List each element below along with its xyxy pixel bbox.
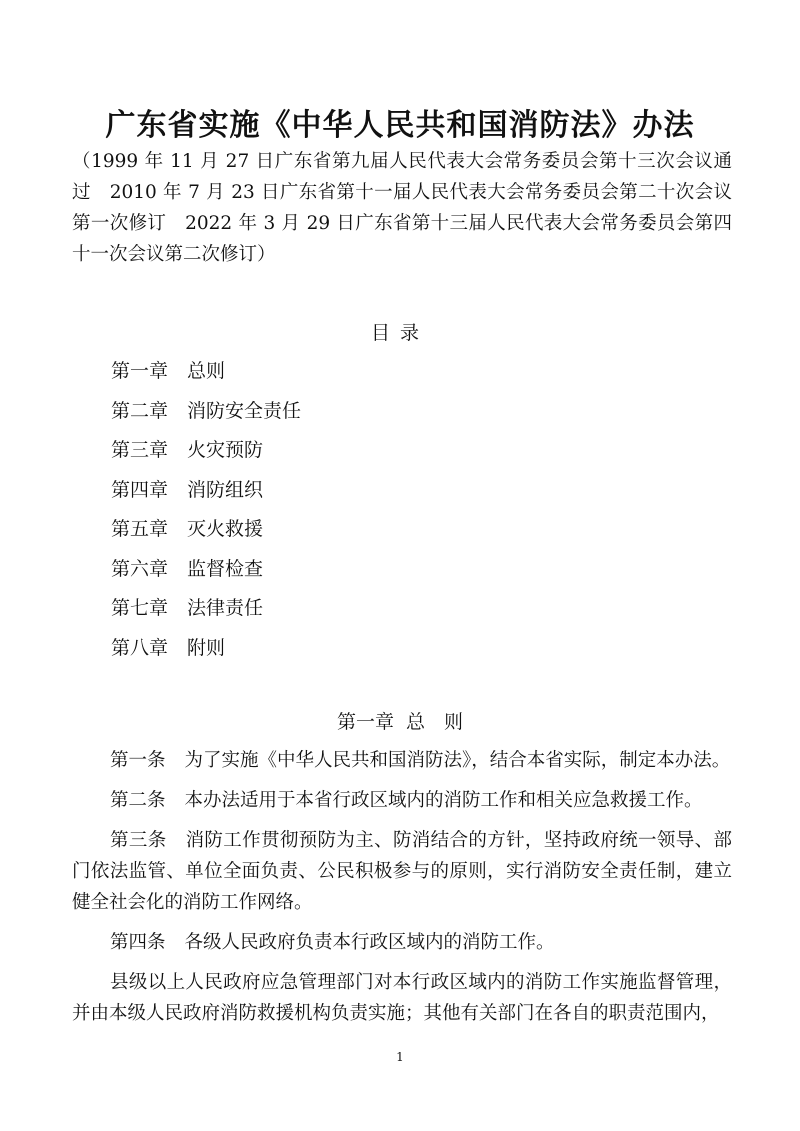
chapter-heading [0,707,800,734]
article-paragraph [72,927,732,958]
toc-chapter-number: 第六章 [111,557,169,580]
chapter-name: 总 则 [406,711,464,733]
chapter-number: 第一章 [336,711,394,733]
revision-note: （1999 年 11 月 27 日广东省第九届人民代表大会常务委员会第十三次会议通过 2010 年 7 月 23 日广东省第十一届人民代表大会常务委员会第二十次会议第一次修订 2022 年 3 月 29 日广东省第十三届人民代表大会常务委员会第四十一次会议第二次修订） [72,151,732,265]
toc-chapter-name: 消防安全责任 [187,399,302,422]
toc-chapter-number: 第三章 [111,439,169,461]
toc-item [111,435,301,475]
article-paragraph [72,825,732,918]
article-paragraph [72,745,732,776]
article-text: 消防工作贯彻预防为主、防消结合的方针，坚持政府统一领导、部门依法监管、单位全面负责、公民积极参与的原则，实行消防安全责任制，建立健全社会化的消防工作网络。 [72,830,732,913]
toc-item [111,396,301,436]
toc-item [111,554,301,594]
toc-item [111,633,301,673]
article-label: 第二条 [110,790,166,811]
article-text: 各级人民政府负责本行政区域内的消防工作。 [184,932,555,953]
toc-item [111,356,301,396]
toc-chapter-number: 第七章 [111,597,169,619]
article-list [72,745,732,1038]
toc-chapter-name: 总则 [187,360,226,382]
article-label: 第四条 [110,932,166,953]
article-text: 县级以上人民政府应急管理部门对本行政区域内的消防工作实施监督管理，并由本级人民政府消防救援机构负责实施；其他有关部门在各自的职责范围内， [72,972,732,1024]
toc-chapter-name: 灭火救援 [187,518,264,540]
article-paragraph [72,785,732,816]
article-paragraph [72,967,732,1029]
article-label: 第三条 [110,830,167,851]
toc-chapter-name: 火灾预防 [187,439,264,461]
toc-chapter-number: 第一章 [111,360,169,382]
document-title: 广东省实施《中华人民共和国消防法》办法 [105,108,695,143]
toc-item [111,514,301,554]
toc-chapter-number: 第二章 [111,399,169,422]
toc-item [111,593,301,633]
page-number: 1 [396,1050,404,1064]
article-text: 本办法适用于本省行政区域内的消防工作和相关应急救援工作。 [184,790,703,811]
article-text: 为了实施《中华人民共和国消防法》，结合本省实际，制定本办法。 [184,750,731,771]
toc-chapter-number: 第五章 [111,518,169,540]
toc-item [111,475,301,515]
toc-chapter-name: 附则 [187,636,226,659]
article-label: 第一条 [110,750,166,771]
toc-heading: 目录 [370,322,429,344]
toc-chapter-number: 第八章 [111,636,169,659]
toc-chapter-name: 监督检查 [187,557,264,580]
toc-chapter-name: 消防组织 [187,478,264,501]
table-of-contents [111,356,301,672]
toc-chapter-name: 法律责任 [187,597,264,619]
toc-chapter-number: 第四章 [111,478,169,501]
